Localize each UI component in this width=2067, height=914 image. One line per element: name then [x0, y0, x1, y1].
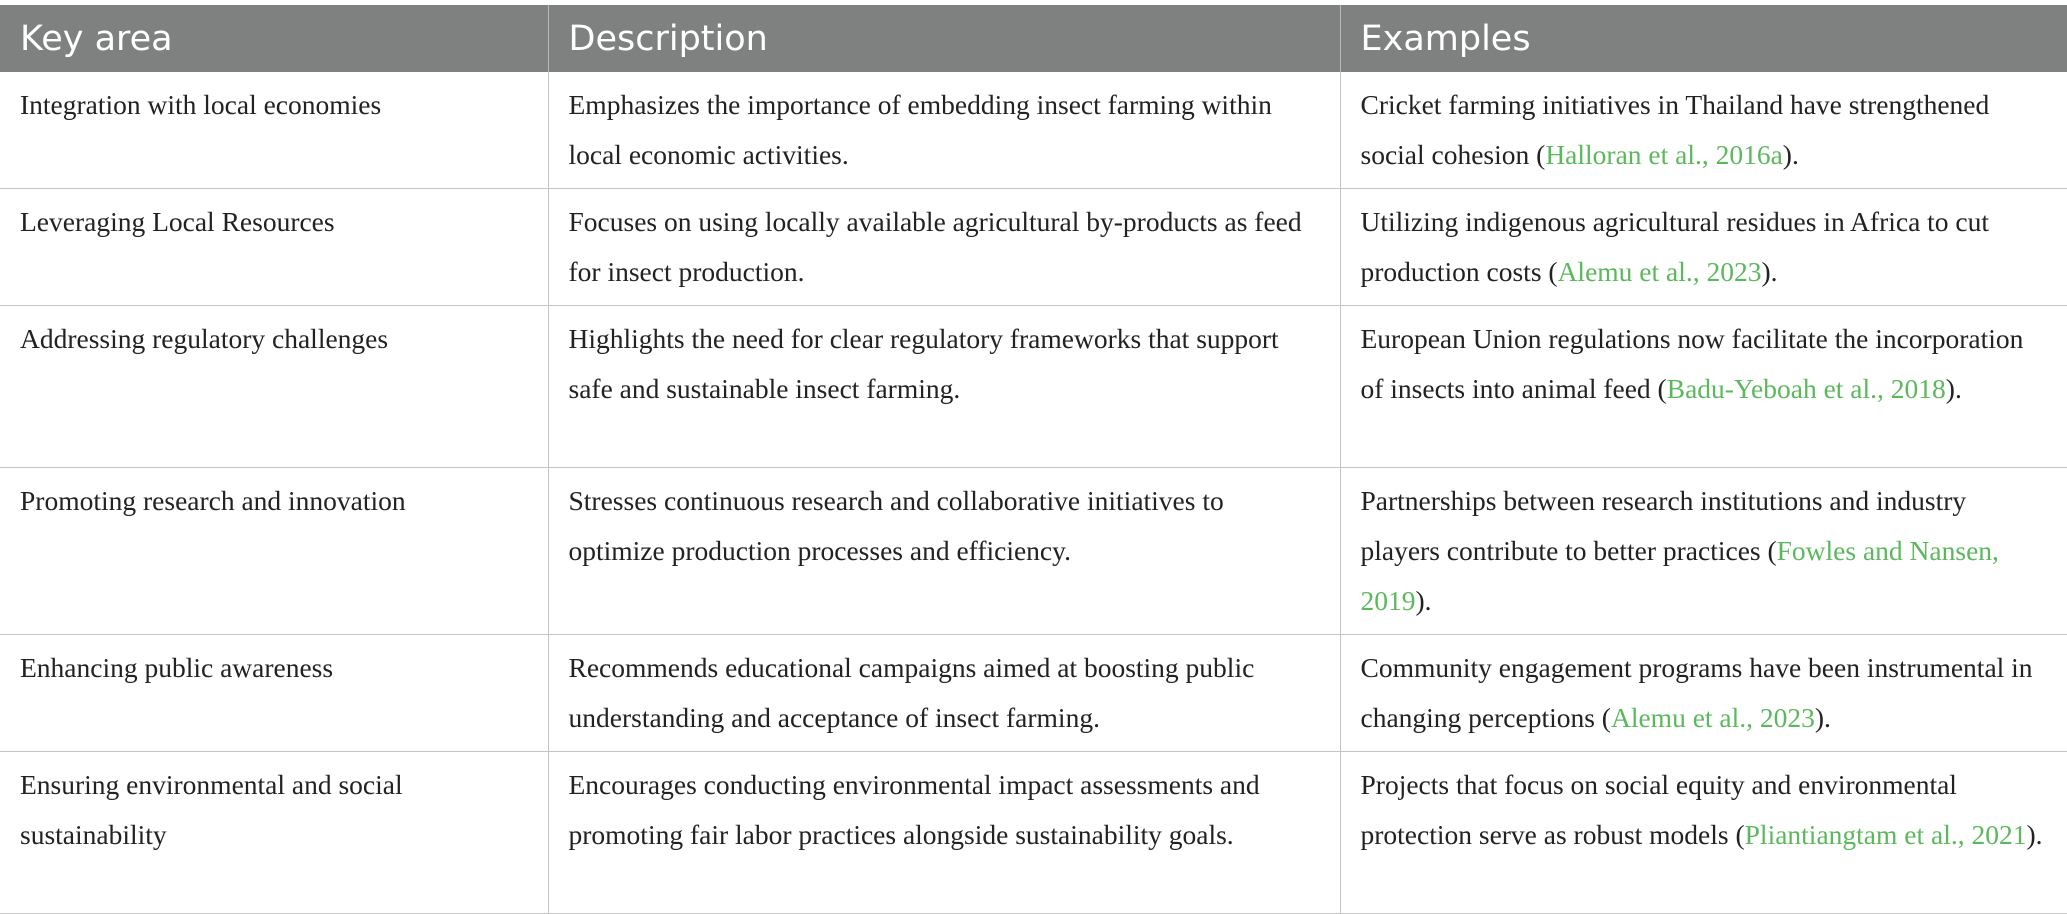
table-container: [0, 5, 2067, 914]
key-area-cell: Ensuring environmental and social sustainability: [0, 752, 548, 914]
description-cell: Highlights the need for clear regulatory frameworks that support safe and sustainable insect farming.: [548, 306, 1340, 468]
example-cell: [1340, 189, 2067, 306]
citation-link[interactable]: Halloran et al., 2016a: [1545, 139, 1783, 170]
header-examples: Examples: [1340, 5, 2067, 72]
example-suffix: ).: [1761, 256, 1778, 287]
header-description: Description: [548, 5, 1340, 72]
key-area-cell: Integration with local economies: [0, 72, 548, 189]
citation-link[interactable]: Alemu et al., 2023: [1557, 256, 1762, 287]
key-area-cell: Enhancing public awareness: [0, 635, 548, 752]
key-area-cell: Promoting research and innovation: [0, 468, 548, 635]
table-row: [0, 752, 2067, 914]
key-area-cell: Leveraging Local Resources: [0, 189, 548, 306]
table-body: [0, 72, 2067, 914]
table-row: [0, 189, 2067, 306]
citation-link[interactable]: Pliantiangtam et al., 2021: [1744, 819, 2027, 850]
example-suffix: ).: [1415, 585, 1432, 616]
example-cell: [1340, 306, 2067, 468]
description-cell: Recommends educational campaigns aimed at boosting public understanding and acceptance of insect farming.: [548, 635, 1340, 752]
key-areas-table: [0, 5, 2067, 914]
example-suffix: ).: [2026, 819, 2043, 850]
example-suffix: ).: [1945, 373, 1962, 404]
table-row: [0, 635, 2067, 752]
citation-link[interactable]: Fowles and Nansen, 2019: [1360, 535, 1999, 616]
description-cell: Emphasizes the importance of embedding insect farming within local economic activities.: [548, 72, 1340, 189]
table-header: [0, 5, 2067, 72]
table-row: [0, 468, 2067, 635]
table-row: [0, 72, 2067, 189]
example-text: European Union regulations now facilitate the incorporation of insects into animal feed (: [1360, 323, 2024, 404]
example-text: Community engagement programs have been instrumental in changing perceptions (: [1360, 652, 2033, 733]
key-area-cell: Addressing regulatory challenges: [0, 306, 548, 468]
header-key-area: Key area: [0, 5, 548, 72]
example-suffix: ).: [1814, 702, 1831, 733]
citation-link[interactable]: Alemu et al., 2023: [1610, 702, 1815, 733]
example-cell: [1340, 752, 2067, 914]
example-cell: [1340, 72, 2067, 189]
description-cell: Encourages conducting environmental impact assessments and promoting fair labor practices alongside sustainability goals.: [548, 752, 1340, 914]
table-row: [0, 306, 2067, 468]
citation-link[interactable]: Badu-Yeboah et al., 2018: [1666, 373, 1946, 404]
example-suffix: ).: [1782, 139, 1799, 170]
example-text: Projects that focus on social equity and environmental protection serve as robust models (: [1360, 769, 1957, 850]
example-text: Utilizing indigenous agricultural residues in Africa to cut production costs (: [1360, 206, 1990, 287]
header-row: [0, 5, 2067, 72]
example-cell: [1340, 468, 2067, 635]
description-cell: Focuses on using locally available agricultural by-products as feed for insect production.: [548, 189, 1340, 306]
example-text: Cricket farming initiatives in Thailand have strengthened social cohesion (: [1360, 89, 1990, 170]
example-cell: [1340, 635, 2067, 752]
example-text: Partnerships between research institutions and industry players contribute to better practices (: [1360, 485, 1967, 566]
description-cell: Stresses continuous research and collaborative initiatives to optimize production processes and efficiency.: [548, 468, 1340, 635]
